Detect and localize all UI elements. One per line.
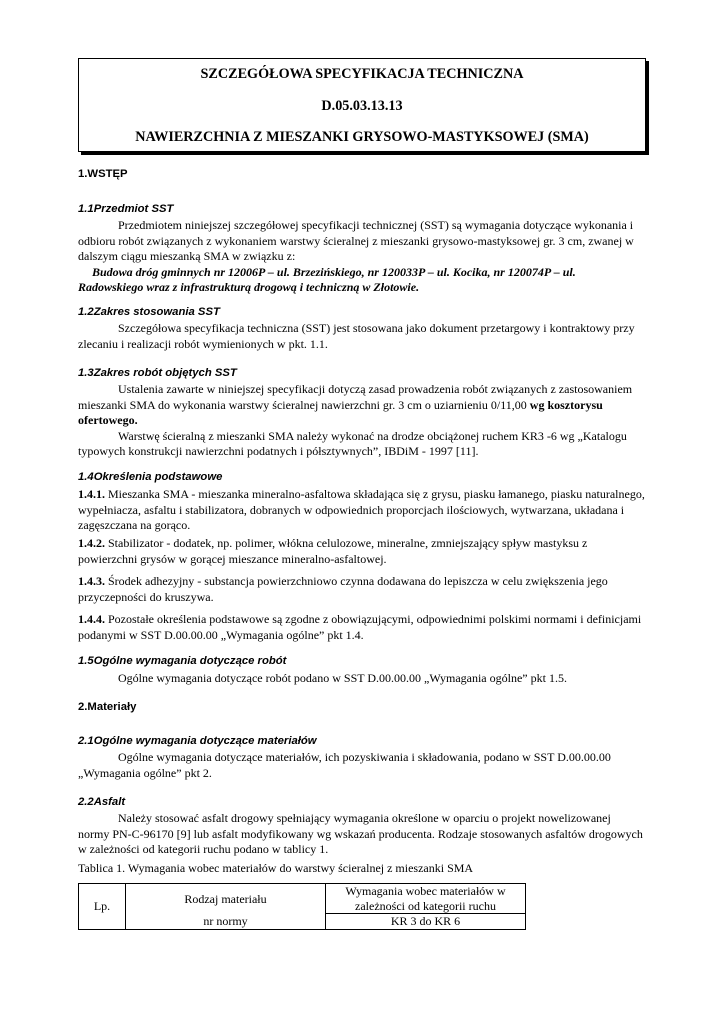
subheader-traffic: KR 3 do KR 6 [326,914,526,930]
header-material: Rodzaj materiału [126,884,326,914]
definition-number: 1.4.4. [78,612,105,626]
header-requirements [326,884,526,914]
text-line [78,612,649,628]
definition-1-4-4 [78,612,649,643]
text-line: w zależności od kategorii ruchu podano w tablicy 1. [78,842,329,857]
text-line: zlecaniu i realizacji robót wymienionych w pkt. 1.1. [78,336,328,351]
header-requirements-line2: zależności od kategorii ruchu [355,898,496,913]
title-box [78,58,646,152]
subheader-norm: nr normy [126,914,326,930]
heading-1: 1.WSTĘP [78,168,128,180]
header-lp: Lp. [79,884,126,930]
text-line: Warstwę ścieralną z mieszanki SMA należy wykonać na drodze obciążonej ruchem KR3 -6 wg „Katalogu [118,428,627,443]
definition-1-4-2 [78,536,649,567]
text-line: Ogólne wymagania dotyczące robót podano w SST D.00.00.00 „Wymagania ogólne” pkt 1.5. [118,671,567,685]
text-line: Ustalenia zawarte w niniejszej specyfikacji dotyczą zasad prowadzenia robót związanych z zastosowaniem [118,382,633,396]
paragraph-2-2 [78,811,649,858]
text-line: ofertowego. [78,413,138,428]
table-row [79,884,526,914]
text-line: Radowskiego wraz z infrastrukturą drogową i techniczną w Złotowie. [78,280,420,295]
text-line [78,398,649,414]
definition-1-4-3 [78,574,649,605]
text-line: powierzchni grysów w gorącej mieszance mineralno-asfaltowej. [78,551,387,566]
spec-subject: NAWIERZCHNIA Z MIESZANKI GRYSOWO-MASTYKSOWEJ (SMA) [135,129,589,145]
heading-1-4: 1.4Określenia podstawowe [78,471,223,483]
table-caption: Tablica 1. Wymagania wobec materiałów do warstwy ścieralnej z mieszanki SMA [78,861,474,875]
text-fragment: mieszanki SMA do wykonania warstwy ścieralnej nawierzchni gr. 3 cm o uziarnieniu 0/11,00 [78,397,530,412]
heading-2-1: 2.1Ogólne wymagania dotyczące materiałów [78,735,317,747]
paragraph-1-2 [78,321,649,352]
text-line: zagęszczana na gorąco. [78,518,191,533]
text-line: Należy stosować asfalt drogowy spełniający wymagania określone w oparciu o projekt nowelizowanej [118,811,611,825]
text-line: podanymi w SST D.00.00.00 „Wymagania ogólne” pkt 1.4. [78,627,364,642]
definition-number: 1.4.2. [78,536,105,550]
text-fragment: Środek adhezyjny - substancja powierzchniowo czynna dodawana do lepiszcza w celu zwiększenia jego [105,574,608,588]
definition-number: 1.4.3. [78,574,105,588]
text-line: Ogólne wymagania dotyczące materiałów, ich pozyskiwania i składowania, podano w SST D.00.00.00 [118,750,611,764]
heading-2: 2.Materiały [78,701,137,713]
paragraph-2-1 [78,750,649,781]
text-line: „Wymagania ogólne” pkt 2. [78,765,212,780]
paragraph-1-5 [78,671,649,687]
paragraph-1-3 [78,382,649,460]
text-line: normy PN-C-96170 [9] lub asfalt modyfikowany wg wskazań producenta. Rodzaje stosowanych asfaltów drogowych [78,826,643,841]
requirements-table [78,883,526,930]
heading-1-5: 1.5Ogólne wymagania dotyczące robót [78,655,287,667]
text-line: przyczepności do kruszywa. [78,589,214,604]
heading-2-2: 2.2Asfalt [78,796,126,808]
text-fragment: Pozostałe określenia podstawowe są zgodne z obowiązującymi, odpowiednimi polskimi normami i definicjami [105,612,642,626]
spec-title: SZCZEGÓŁOWA SPECYFIKACJA TECHNICZNA [200,66,524,82]
text-fragment: Stabilizator - dodatek, np. polimer, włókna celulozowe, mineralne, zmniejszający spływ mastyksu z [105,536,588,550]
table-row [79,914,526,930]
definition-number: 1.4.1. [78,487,105,501]
text-line: wypełniacza, asfaltu i stabilizatora, dobranych w odpowiednich proporcjach ilościowych, wytwarzana, układana i [78,502,625,517]
heading-1-1: 1.1Przedmiot SST [78,203,174,215]
heading-1-3: 1.3Zakres robót objętych SST [78,367,237,379]
text-line [78,574,649,590]
definition-1-4-1 [78,487,649,534]
text-line: dalszym ciągu mieszanką SMA w związku z: [78,249,296,264]
text-line [78,487,649,503]
spec-code: D.05.03.13.13 [321,98,403,114]
text-fragment-bold: wg kosztorysu [529,397,603,412]
text-line [78,536,649,552]
text-line: Szczegółowa specyfikacja techniczna (SST) jest stosowana jako dokument przetargowy i kontraktowy przy [118,321,635,335]
text-line: Przedmiotem niniejszej szczegółowej specyfikacji technicznej (SST) są wymagania dotyczące wykonania i [118,218,634,232]
text-fragment: Mieszanka SMA - mieszanka mineralno-asfaltowa składająca się z grysu, piasku łamanego, piasku naturalnego, [105,487,645,501]
heading-1-2: 1.2Zakres stosowania SST [78,306,220,318]
header-requirements-line1: Wymagania wobec materiałów w [345,884,506,898]
text-line: Budowa dróg gminnych nr 12006P – ul. Brzezińskiego, nr 120033P – ul. Kocika, nr 120074P – ul. [92,264,576,279]
text-line: typowych konstrukcji nawierzchni podatnych i półsztywnych”, IBDiM - 1997 [11]. [78,444,479,459]
text-line: odbioru robót związanych z wykonaniem warstwy ścieralnej z mieszanki grysowo-mastyksowej gr. 3 cm, zwanej w [78,233,634,248]
paragraph-1-1 [78,218,649,296]
